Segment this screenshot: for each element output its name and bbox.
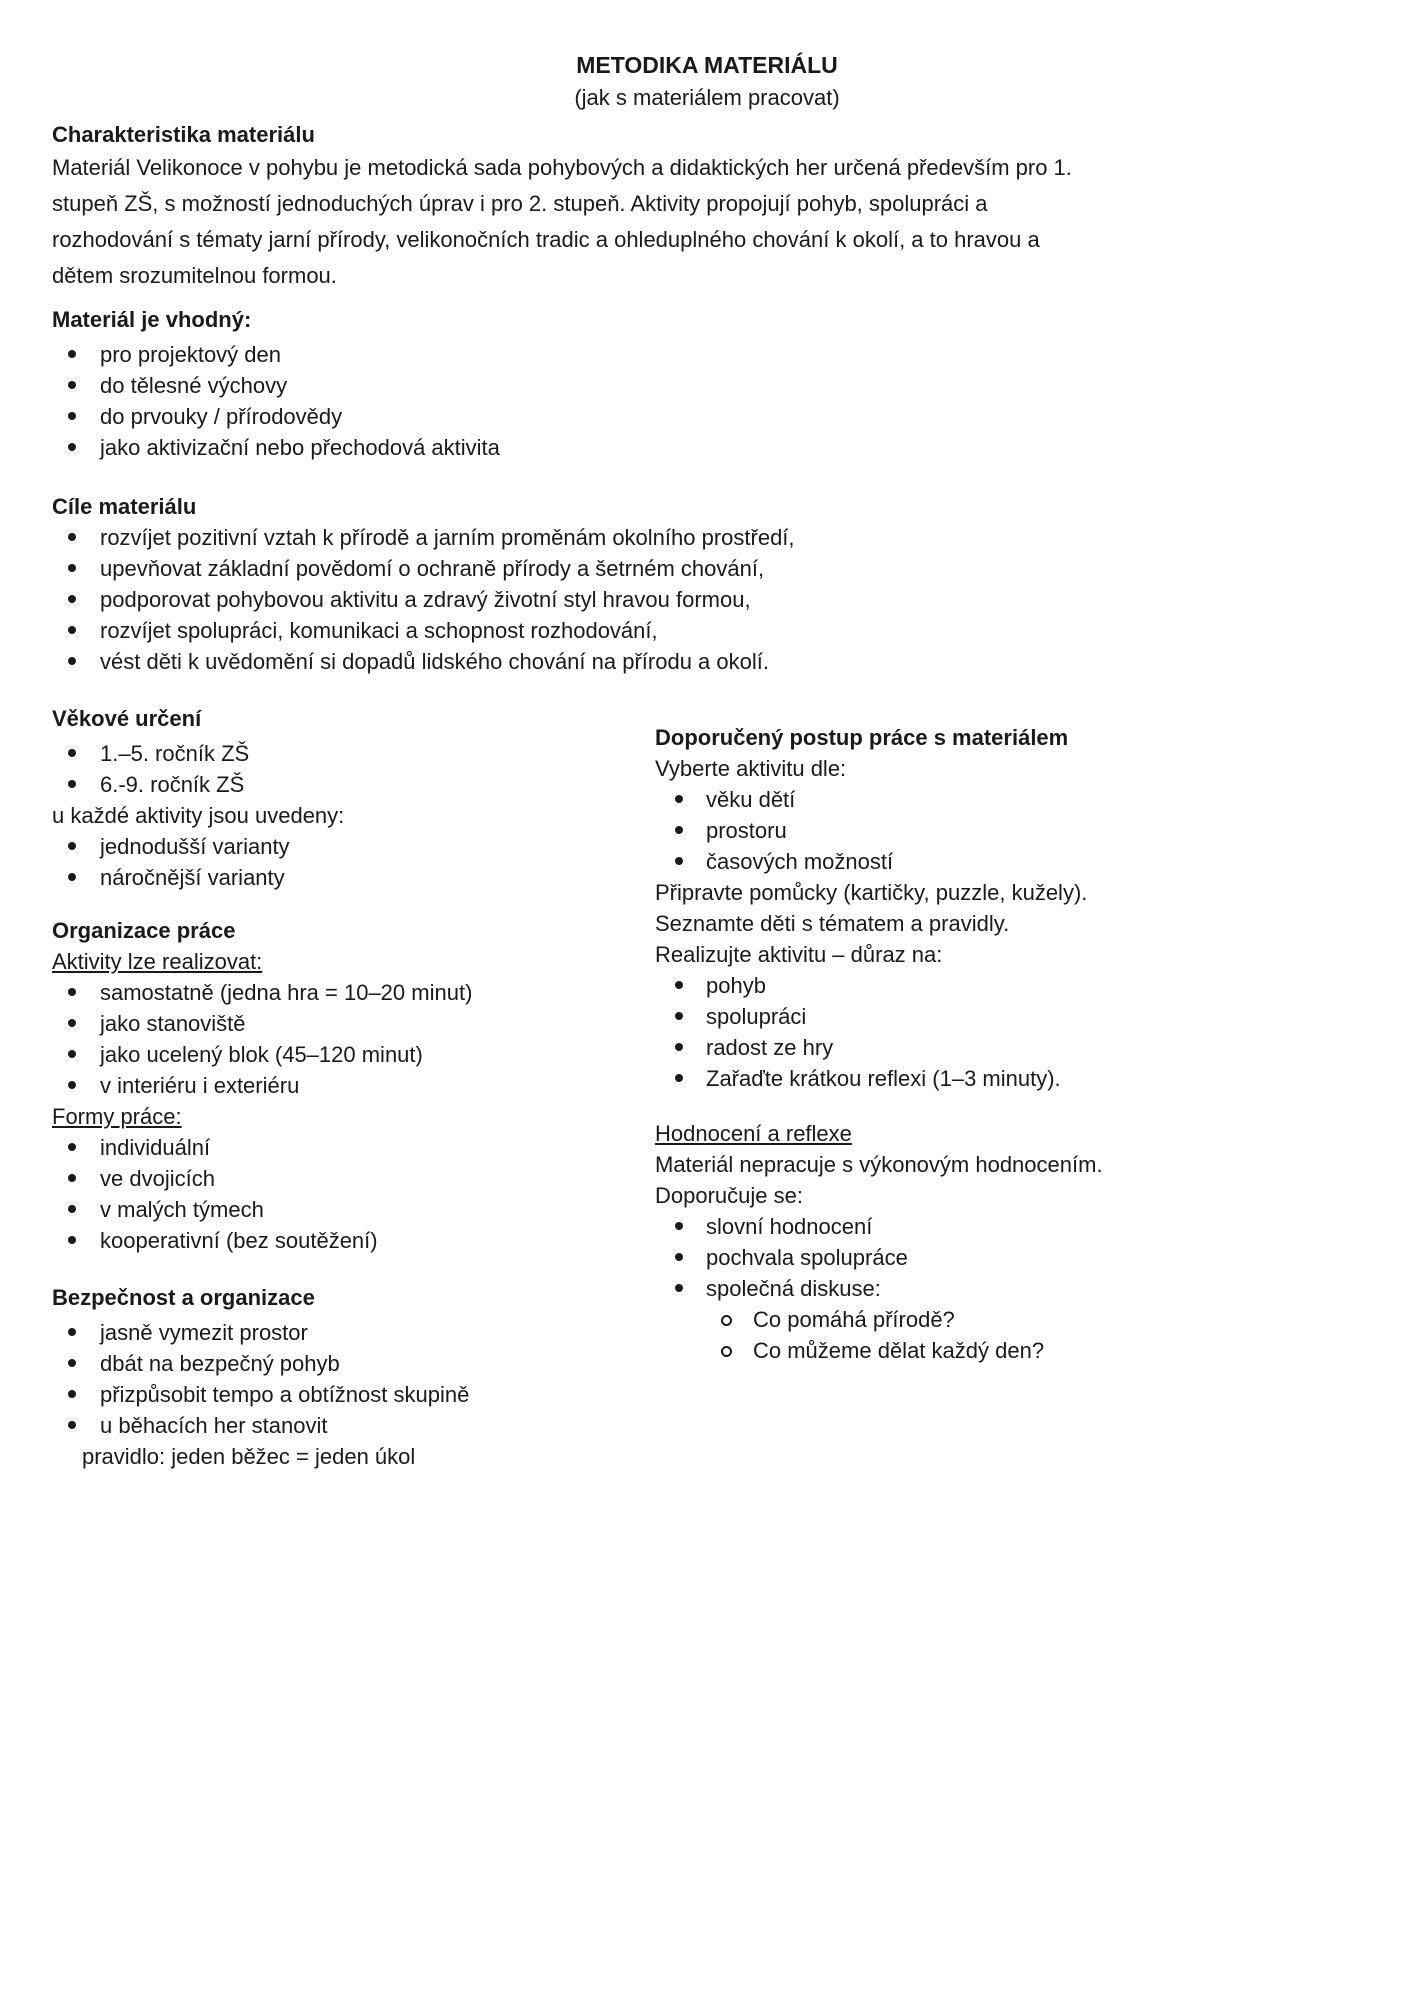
bullet-item: přizpůsobit tempo a obtížnost skupině xyxy=(52,1379,655,1410)
bullet-item: jasně vymezit prostor xyxy=(52,1317,655,1348)
bullet-item: upevňovat základní povědomí o ochraně přírody a šetrném chování, xyxy=(52,553,1362,584)
bullet-item: v malých týmech xyxy=(52,1194,655,1225)
postup-line-vyberte: Vyberte aktivitu dle: xyxy=(655,756,847,781)
hodnoceni-list xyxy=(655,1211,1362,1304)
sub-bullet-item: Co pomáhá přírodě? xyxy=(655,1304,1362,1335)
charakteristika-paragraph: Materiál Velikonoce v pohybu je metodická sada pohybových a didaktických her určená především pro 1. stupeň ZŠ, s možností jednoduchých úprav i pro 2. stupeň. Aktivity propojují pohyb, spolupráci a rozhodování s tématy jarní přírody, velikonočních tradic a ohleduplného chování k okolí, a to hravou a dětem srozumitelnou formou. xyxy=(52,155,1072,288)
bullet-item: jednodušší varianty xyxy=(52,831,655,862)
bullet-item: prostoru xyxy=(655,815,1362,846)
section-heading-bezpecnost: Bezpečnost a organizace xyxy=(52,1285,315,1310)
vhodny-list xyxy=(52,339,1362,463)
postup-line-seznamte: Seznamte děti s tématem a pravidly. xyxy=(655,911,1010,936)
bullet-item: náročnější varianty xyxy=(52,862,655,893)
bullet-item: radost ze hry xyxy=(655,1032,1362,1063)
vekove-note: u každé aktivity jsou uvedeny: xyxy=(52,803,345,828)
postup-duraz-list xyxy=(655,970,1362,1094)
hodnoceni-line-doporucuje: Doporučuje se: xyxy=(655,1183,803,1208)
hodnoceni-line-material: Materiál nepracuje s výkonovým hodnocením. xyxy=(655,1152,1103,1177)
bullet-item: u běhacích her stanovit xyxy=(52,1410,655,1441)
bullet-item: podporovat pohybovou aktivitu a zdravý životní styl hravou formou, xyxy=(52,584,1362,615)
section-heading-hodnoceni: Hodnocení a reflexe xyxy=(655,1121,852,1146)
organizace-realizace-list xyxy=(52,977,655,1101)
bullet-item: v interiéru i exteriéru xyxy=(52,1070,655,1101)
section-heading-postup: Doporučený postup práce s materiálem xyxy=(655,725,1069,750)
bullet-item: pohyb xyxy=(655,970,1362,1001)
bullet-item: ve dvojicích xyxy=(52,1163,655,1194)
section-heading-organizace: Organizace práce xyxy=(52,918,236,943)
sub-bullet-item: Co můžeme dělat každý den? xyxy=(655,1335,1362,1366)
bullet-item: do prvouky / přírodovědy xyxy=(52,401,1362,432)
bullet-item: kooperativní (bez soutěžení) xyxy=(52,1225,655,1256)
postup-line-pripravte: Připravte pomůcky (kartičky, puzzle, kužely). xyxy=(655,880,1088,905)
bullet-item: slovní hodnocení xyxy=(655,1211,1362,1242)
section-heading-charakteristika: Charakteristika materiálu xyxy=(52,122,315,147)
right-column xyxy=(655,703,1362,1472)
organizace-subheading-realizace: Aktivity lze realizovat: xyxy=(52,949,263,974)
hodnoceni-diskuse-sublist xyxy=(655,1304,1362,1366)
document-subtitle: (jak s materiálem pracovat) xyxy=(574,85,840,110)
bullet-item: 6.-9. ročník ZŠ xyxy=(52,769,655,800)
postup-vyberte-list xyxy=(655,784,1362,877)
two-column-area xyxy=(52,703,1362,1472)
bullet-item: pro projektový den xyxy=(52,339,1362,370)
bullet-item: rozvíjet spolupráci, komunikaci a schopnost rozhodování, xyxy=(52,615,1362,646)
bullet-item: dbát na bezpečný pohyb xyxy=(52,1348,655,1379)
bullet-item: rozvíjet pozitivní vztah k přírodě a jarním proměnám okolního prostředí, xyxy=(52,522,1362,553)
bullet-item: jako stanoviště xyxy=(52,1008,655,1039)
bullet-item: individuální xyxy=(52,1132,655,1163)
bullet-item: 1.–5. ročník ZŠ xyxy=(52,738,655,769)
organizace-formy-list xyxy=(52,1132,655,1256)
bullet-item: věku dětí xyxy=(655,784,1362,815)
vekove-list xyxy=(52,738,655,800)
bullet-item: vést děti k uvědomění si dopadů lidského chování na přírodu a okolí. xyxy=(52,646,1362,677)
bullet-item: spolupráci xyxy=(655,1001,1362,1032)
bullet-item: Zařaďte krátkou reflexi (1–3 minuty). xyxy=(655,1063,1362,1094)
document-title: METODIKA MATERIÁLU xyxy=(576,52,838,78)
postup-line-realizujte: Realizujte aktivitu – důraz na: xyxy=(655,942,943,967)
bullet-item: časových možností xyxy=(655,846,1362,877)
bezpecnost-continuation-line: pravidlo: jeden běžec = jeden úkol xyxy=(82,1444,416,1469)
bullet-item: pochvala spolupráce xyxy=(655,1242,1362,1273)
cile-list xyxy=(52,522,1362,677)
left-column xyxy=(52,703,655,1472)
bullet-item: společná diskuse: xyxy=(655,1273,1362,1304)
bullet-item: do tělesné výchovy xyxy=(52,370,1362,401)
section-heading-cile: Cíle materiálu xyxy=(52,494,197,519)
vekove-note-list xyxy=(52,831,655,893)
section-heading-vhodny: Materiál je vhodný: xyxy=(52,307,252,332)
organizace-subheading-formy: Formy práce: xyxy=(52,1104,182,1129)
bullet-item: jako ucelený blok (45–120 minut) xyxy=(52,1039,655,1070)
bullet-item: samostatně (jedna hra = 10–20 minut) xyxy=(52,977,655,1008)
bezpecnost-list xyxy=(52,1317,655,1441)
section-heading-vekove: Věkové určení xyxy=(52,706,202,731)
bullet-item: jako aktivizační nebo přechodová aktivita xyxy=(52,432,1362,463)
